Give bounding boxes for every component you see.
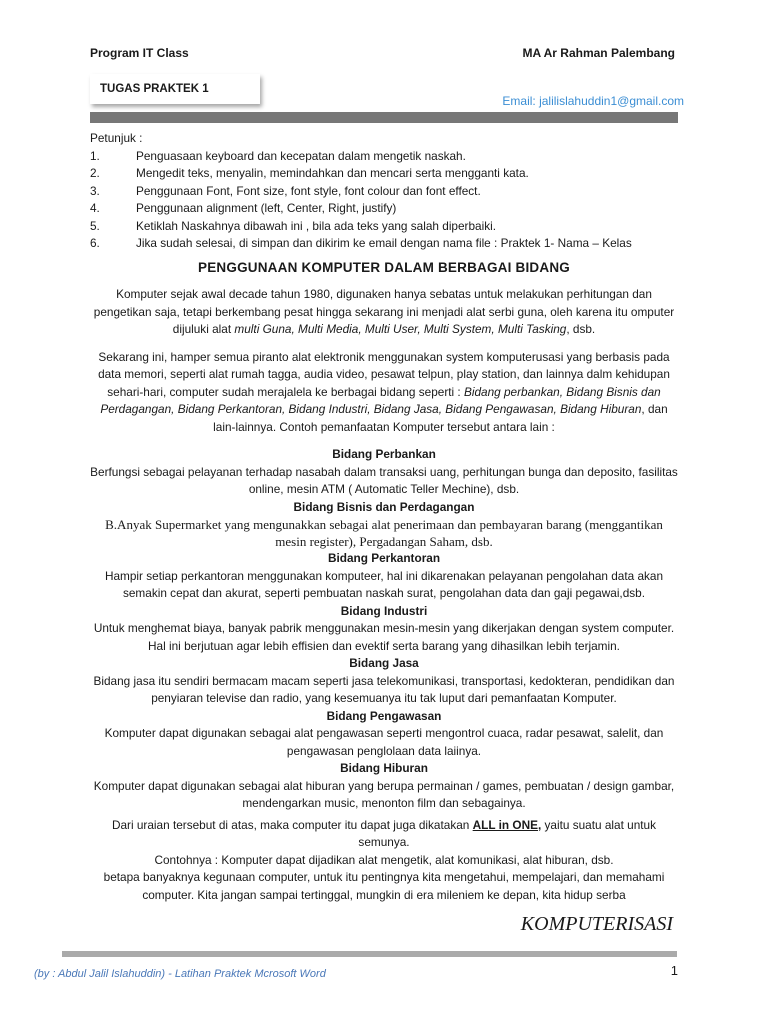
section-title: Bidang Bisnis dan Perdagangan xyxy=(293,499,475,514)
instruction-text: Penguasaan keyboard dan kecepatan dalam mengetik naskah. xyxy=(136,148,466,163)
instruction-item xyxy=(90,218,678,236)
document-body xyxy=(90,130,678,934)
section-title: Bidang Hiburan xyxy=(340,761,428,775)
task-label: TUGAS PRAKTEK 1 xyxy=(100,83,209,95)
header-school: MA Ar Rahman Palembang xyxy=(522,46,675,60)
instruction-number: 1. xyxy=(90,148,100,163)
instruction-item xyxy=(90,235,678,253)
section-body: Untuk menghemat biaya, banyak pabrik menggunakan mesin-mesin yang dikerjakan dengan system computer. Hal ini berjutuan agar lebih effisien dan evektif serta barang yang dihasilkan lebih terjamin. xyxy=(93,621,675,653)
instruction-number: 4. xyxy=(90,201,100,215)
instruction-number: 5. xyxy=(90,218,100,233)
section-body: Komputer dapat digunakan sebagai alat hiburan yang berupa permainan / games, pembuatan / design gambar, mendengarkan music, menonton film dan sebagainya. xyxy=(93,778,675,810)
section-title: Bidang Industri xyxy=(340,603,428,618)
header-program: Program IT Class xyxy=(90,46,189,60)
instruction-number: 6. xyxy=(90,236,100,250)
section-body: B.Anyak Supermarket yang mengunakkan sebagai alat penerimaan dan pembayaran barang (menggantikan mesin register), Pergadangan Saham, dsb. xyxy=(105,517,663,549)
section-title: Bidang Pengawasan xyxy=(326,708,442,723)
instruction-text: Mengedit teks, menyalin, memindahkan dan mencari serta mengganti kata. xyxy=(136,166,529,180)
document-title: PENGGUNAAN KOMPUTER DALAM BERBAGAI BIDANG xyxy=(198,259,570,275)
section-body: Komputer dapat digunakan sebagai alat pengawasan seperti mengontrol cuaca, radar pesawat, salelit, dan pengawasan penglolaan data laiinya. xyxy=(104,726,664,758)
sections-list xyxy=(90,446,678,813)
instruction-number: 2. xyxy=(90,166,100,180)
footer-credit: (by : Abdul Jalil Islahuddin) - Latihan Praktek Mcrosoft Word xyxy=(34,968,326,980)
instruction-text: Jika sudah selesai, di simpan dan dikirim ke email dengan nama file : Praktek 1- Nama – Kelas xyxy=(136,236,632,250)
section-title: Bidang Jasa xyxy=(349,656,419,670)
instruction-text: Penggunaan Font, Font size, font style, font colour dan font effect. xyxy=(136,183,481,198)
email-text: Email: jalilislahuddin1@gmail.com xyxy=(502,94,684,108)
instruction-text: Ketiklah Naskahnya dibawah ini , bila ada teks yang salah diperbaiki. xyxy=(136,218,497,233)
instructions-heading: Petunjuk : xyxy=(90,131,143,145)
instruction-number: 3. xyxy=(90,183,100,198)
section-title: Bidang Perbankan xyxy=(332,447,436,461)
section-title: Bidang Perkantoran xyxy=(327,551,441,565)
task-label-box xyxy=(90,74,260,104)
paragraph-fields: Sekarang ini, hamper semua piranto alat elektronik menggunakan system komputerusasi yang berbasis pada data memori, seperti alat rumah tagga, audia video, pesawat telpun, play station, dan lainnya dalm kehidupan sehari-hari, computer sudah merajalela ke berbagai bidang seperti : Bidang perbankan, Bidang Bisnis dan Perdagangan, Bidang Perkantoran, Bidang Industri, Bidang Jasa, Bidang Pengawasan, Bidang Hiburan, dan lain-lainnya. Contoh pemanfaatan Komputer tersebut antara lain : xyxy=(98,349,670,434)
page-number: 1 xyxy=(670,963,678,978)
instruction-item xyxy=(90,183,678,201)
paragraph-intro: Komputer sejak awal decade tahun 1980, digunaken hanya sebatas untuk melakukan perhitungan dan pengetikan saja, tetapi berkembang pesat hingga sekarang ini menjadi alat serbi guna, oleh karena itu omputer dijuluki alat multi Guna, Multi Media, Multi User, Multi System, Multi Tasking, dsb. xyxy=(93,287,675,336)
section-body: Hampir setiap perkantoran menggunakan komputeer, hal ini dikarenakan pelayanan pengolahan data akan semakin cepat dan akurat, seperti pembuatan naskah surat, pengolahan data dan gaji pegawai,dsb. xyxy=(104,568,664,600)
instruction-item xyxy=(90,200,678,218)
section-body: Berfungsi sebagai pelayanan terhadap nasabah dalam transaksi uang, perhitungan bunga dan deposito, fasilitas online, mesin ATM ( Automatic Teller Mechine), dsb. xyxy=(90,464,678,496)
instruction-item xyxy=(90,148,678,166)
section-body: Bidang jasa itu sendiri bermacam macam seperti jasa telekomunikasi, transportasi, kedokteran, pendidikan dan penyiaran televise dan radio, yang kesemuanya itu tak luput dari pemanfaatan Komputer. xyxy=(93,673,675,705)
footer-divider xyxy=(62,951,677,957)
instruction-text: Penggunaan alignment (left, Center, Right, justify) xyxy=(136,201,397,215)
closing-paragraph: Dari uraian tersebut di atas, maka computer itu dapat juga dikatakan ALL in ONE, yaitu suatu alat untuk semunya. Contohnya : Komputer dapat dijadikan alat mengetik, alat komunikasi, alat hiburan, dsb. betapa banyaknya kegunaan computer, untuk itu pentingnya kita mengetahui, mempelajari, dan memahami computer. Kita jangan sampai tertinggal, mungkin di era mileniem ke depan, kita hidup serba xyxy=(103,817,665,902)
instruction-item xyxy=(90,165,678,183)
instructions-list xyxy=(90,148,678,253)
closing-keyword: KOMPUTERISASI xyxy=(520,913,673,935)
header-divider xyxy=(90,112,678,123)
